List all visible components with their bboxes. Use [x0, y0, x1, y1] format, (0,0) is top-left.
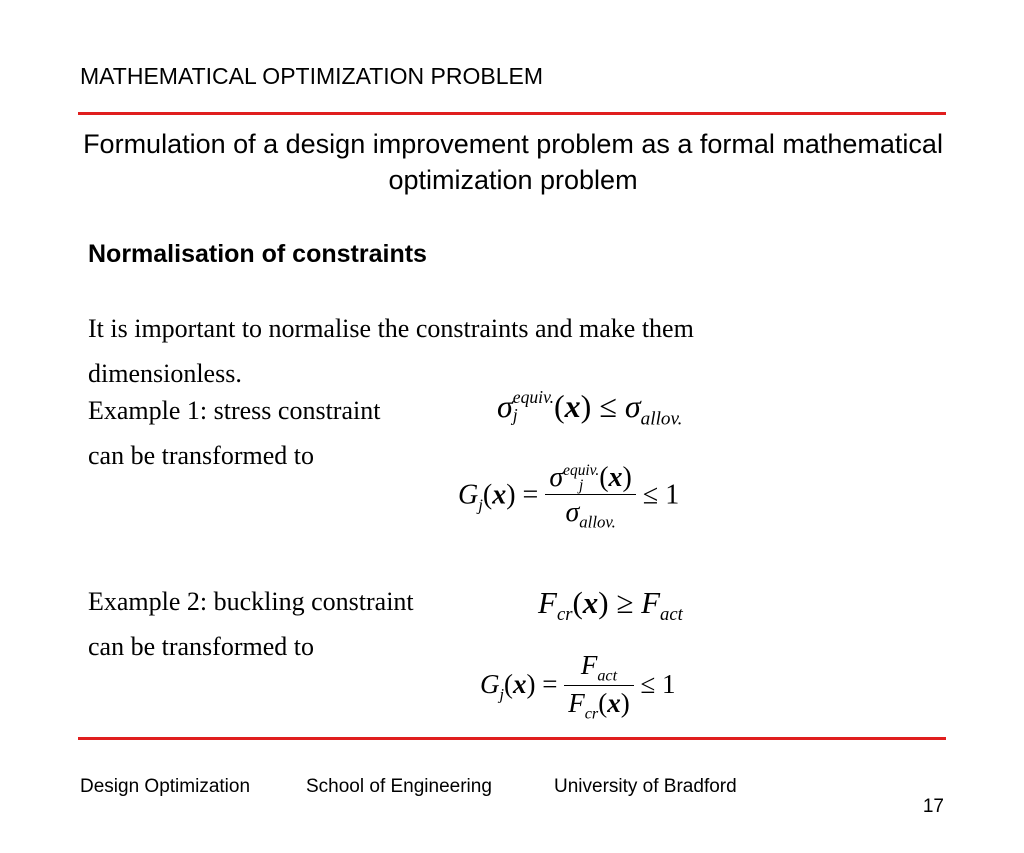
page-number: 17 — [922, 796, 944, 817]
footer-course: Design Optimization — [80, 776, 251, 797]
equation-stress-constraint: σ equiv. j $(x) \le \sigma_{allov.}$ — [497, 387, 683, 430]
equation-normalised-buckling: $G_j(x)$ = $\frac{F_{act}}{F_{cr}(x)}$ ≤ 1 — [480, 650, 676, 723]
intro-paragraph: It is important to normalise the constraints and make them dimensionless. — [88, 314, 694, 388]
section-heading: Normalisation of constraints — [88, 240, 427, 268]
bottom-divider — [78, 737, 946, 740]
footer-school: School of Engineering — [306, 776, 492, 797]
example2-follow-text: can be transformed to — [88, 632, 314, 661]
example1-label: Example 1: stress constraint — [88, 396, 381, 425]
slide-subtitle: Formulation of a design improvement problem as a formal mathematical optimization problem — [83, 129, 943, 195]
top-divider — [78, 112, 946, 115]
equation-buckling-constraint: $F_{cr}(x) \ge F_{act}$ — [538, 585, 683, 626]
equation-normalised-stress: $G_j(x)$ = σ equiv. j (x) $\sigma_{allov.}$ ≤ 1 — [458, 461, 680, 532]
footer-university: University of Bradford — [554, 776, 737, 797]
example2-label: Example 2: buckling constraint — [88, 587, 414, 616]
slide-title: MATHEMATICAL OPTIMIZATION PROBLEM — [80, 63, 544, 89]
example1-follow-text: can be transformed to — [88, 441, 314, 470]
